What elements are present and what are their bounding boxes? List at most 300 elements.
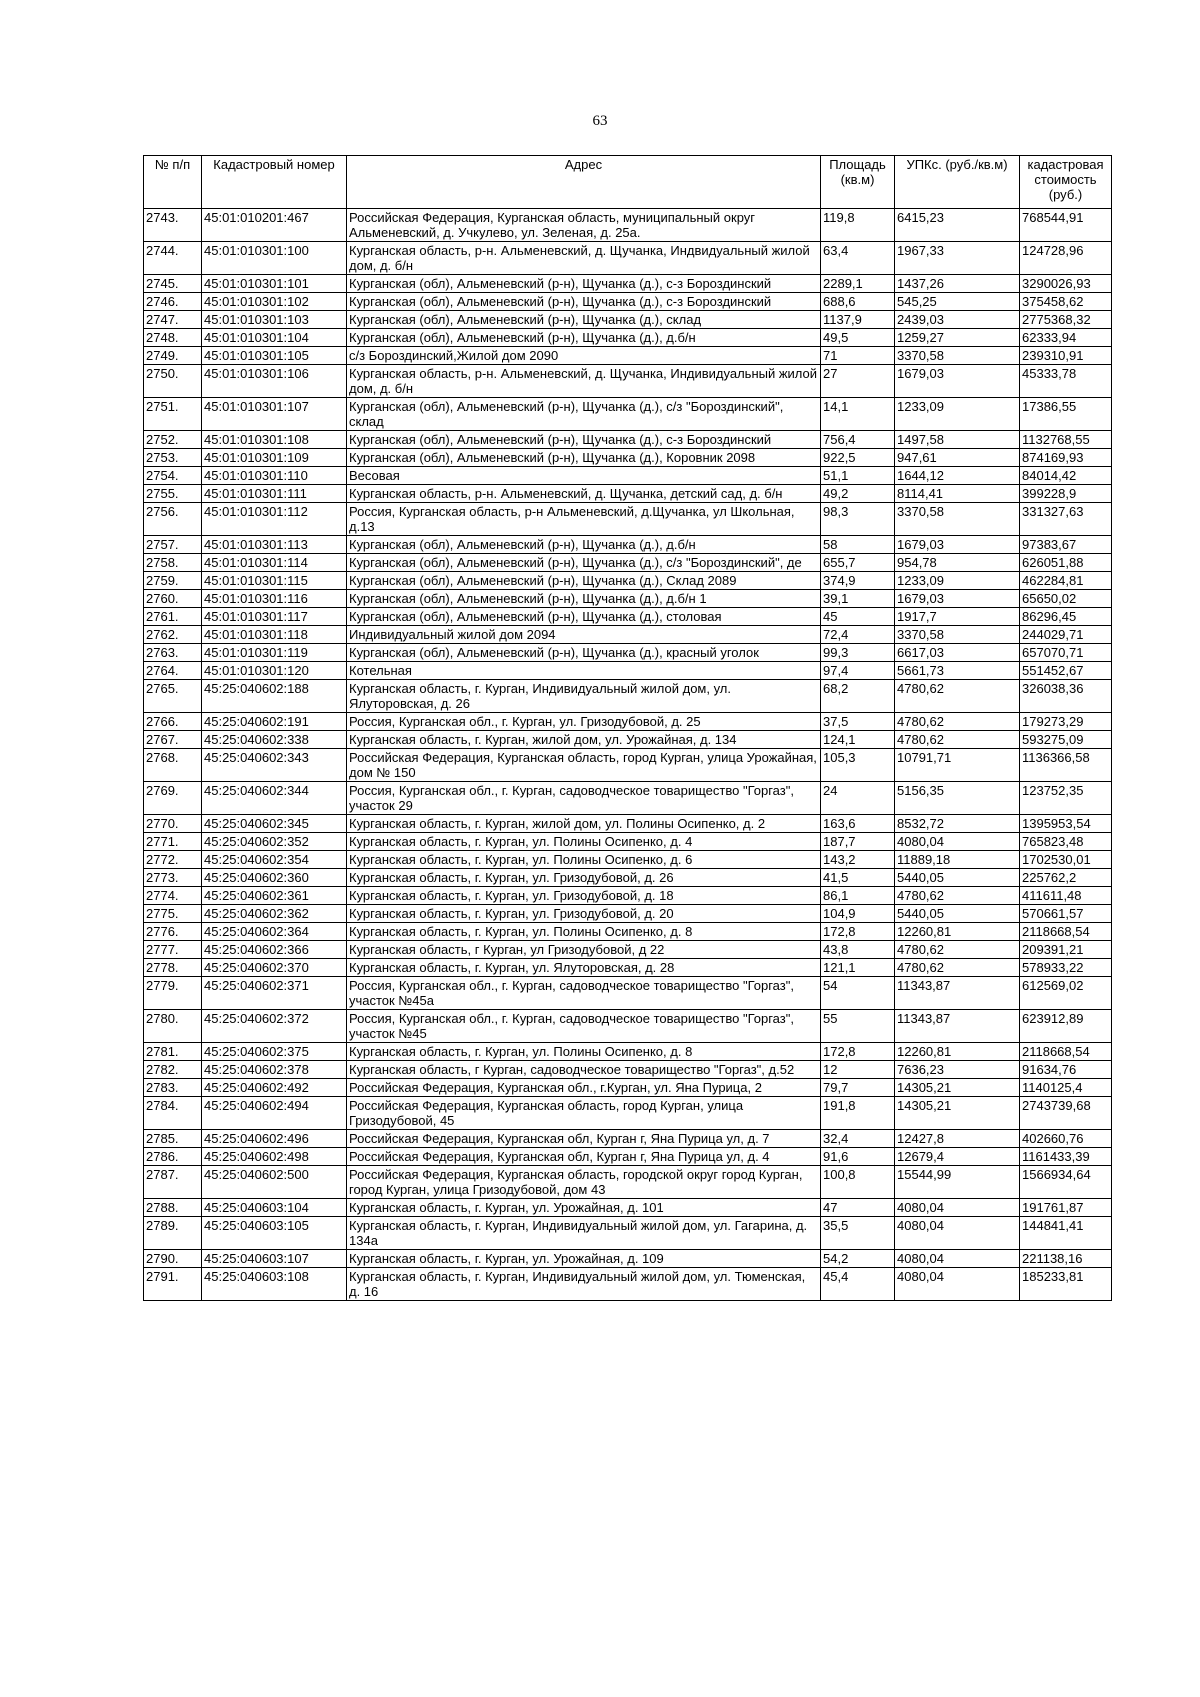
row-number: 2754.	[144, 467, 202, 485]
table-row	[144, 536, 1112, 554]
table-row	[144, 1079, 1112, 1097]
upks: 6617,03	[895, 644, 1020, 662]
cadastral-number: 45:25:040602:364	[202, 923, 347, 941]
address: Курганская область, г. Курган, Индивидуальный жилой дом, ул. Гагарина, д. 134а	[347, 1217, 821, 1250]
cadastral-number: 45:25:040602:498	[202, 1148, 347, 1166]
table-row	[144, 713, 1112, 731]
cadastral-number: 45:01:010301:115	[202, 572, 347, 590]
address: Россия, Курганская обл., г. Курган, садоводческое товарищество "Горгаз", участок 29	[347, 782, 821, 815]
row-number: 2769.	[144, 782, 202, 815]
table-row	[144, 959, 1112, 977]
area: 71	[821, 347, 895, 365]
area: 922,5	[821, 449, 895, 467]
upks: 8532,72	[895, 815, 1020, 833]
upks: 1259,27	[895, 329, 1020, 347]
area: 41,5	[821, 869, 895, 887]
address: Российская Федерация, Курганская обл., г.Курган, ул. Яна Пурица, 2	[347, 1079, 821, 1097]
upks: 5661,73	[895, 662, 1020, 680]
row-number: 2773.	[144, 869, 202, 887]
cadastral-cost: 244029,71	[1020, 626, 1112, 644]
table-row	[144, 242, 1112, 275]
cadastral-cost: 91634,76	[1020, 1061, 1112, 1079]
area: 187,7	[821, 833, 895, 851]
upks: 1679,03	[895, 365, 1020, 398]
area: 91,6	[821, 1148, 895, 1166]
upks: 1679,03	[895, 536, 1020, 554]
row-number: 2757.	[144, 536, 202, 554]
cadastral-number: 45:25:040603:107	[202, 1250, 347, 1268]
upks: 4780,62	[895, 887, 1020, 905]
address: Российская Федерация, Курганская область, городской округ город Курган, город Курган, улица Гризодубовой, дом 43	[347, 1166, 821, 1199]
cadastral-number: 45:01:010201:467	[202, 209, 347, 242]
row-number: 2753.	[144, 449, 202, 467]
area: 756,4	[821, 431, 895, 449]
row-number: 2785.	[144, 1130, 202, 1148]
area: 58	[821, 536, 895, 554]
table-row	[144, 467, 1112, 485]
area: 68,2	[821, 680, 895, 713]
cadastral-number: 45:01:010301:104	[202, 329, 347, 347]
upks: 14305,21	[895, 1079, 1020, 1097]
table-row	[144, 923, 1112, 941]
table-row	[144, 1130, 1112, 1148]
table-row	[144, 431, 1112, 449]
upks: 5440,05	[895, 905, 1020, 923]
table-header-row	[144, 156, 1112, 209]
row-number: 2772.	[144, 851, 202, 869]
upks: 1437,26	[895, 275, 1020, 293]
address: Курганская (обл), Альменевский (р-н), Щучанка (д.), склад	[347, 311, 821, 329]
cadastral-cost: 612569,02	[1020, 977, 1112, 1010]
upks: 10791,71	[895, 749, 1020, 782]
area: 45,4	[821, 1268, 895, 1301]
area: 100,8	[821, 1166, 895, 1199]
cadastral-cost: 578933,22	[1020, 959, 1112, 977]
cadastral-cost: 2118668,54	[1020, 923, 1112, 941]
area: 119,8	[821, 209, 895, 242]
cadastral-number: 45:01:010301:119	[202, 644, 347, 662]
area: 45	[821, 608, 895, 626]
cadastral-number: 45:25:040602:375	[202, 1043, 347, 1061]
table-row	[144, 782, 1112, 815]
area: 163,6	[821, 815, 895, 833]
table-row	[144, 329, 1112, 347]
table-row	[144, 590, 1112, 608]
cadastral-cost: 179273,29	[1020, 713, 1112, 731]
upks: 4080,04	[895, 1217, 1020, 1250]
cadastral-cost: 462284,81	[1020, 572, 1112, 590]
cadastral-cost: 209391,21	[1020, 941, 1112, 959]
cadastral-number: 45:01:010301:100	[202, 242, 347, 275]
area: 374,9	[821, 572, 895, 590]
area: 12	[821, 1061, 895, 1079]
upks: 11343,87	[895, 1010, 1020, 1043]
cadastral-cost: 17386,55	[1020, 398, 1112, 431]
table-row	[144, 1166, 1112, 1199]
table-row	[144, 485, 1112, 503]
table-row	[144, 833, 1112, 851]
cadastral-number: 45:01:010301:111	[202, 485, 347, 503]
cadastral-cost: 97383,67	[1020, 536, 1112, 554]
row-number: 2765.	[144, 680, 202, 713]
cadastral-number: 45:01:010301:108	[202, 431, 347, 449]
cadastral-number: 45:01:010301:114	[202, 554, 347, 572]
cadastral-number: 45:25:040602:378	[202, 1061, 347, 1079]
cadastral-number: 45:25:040602:496	[202, 1130, 347, 1148]
cadastral-number: 45:25:040602:343	[202, 749, 347, 782]
table-row	[144, 275, 1112, 293]
address: Курганская область, г. Курган, ул. Ялуторовская, д. 28	[347, 959, 821, 977]
cadastral-cost: 1566934,64	[1020, 1166, 1112, 1199]
area: 124,1	[821, 731, 895, 749]
upks: 1644,12	[895, 467, 1020, 485]
row-number: 2776.	[144, 923, 202, 941]
address: Курганская (обл), Альменевский (р-н), Щучанка (д.), красный уголок	[347, 644, 821, 662]
area: 121,1	[821, 959, 895, 977]
area: 49,2	[821, 485, 895, 503]
cadastral-cost: 221138,16	[1020, 1250, 1112, 1268]
area: 14,1	[821, 398, 895, 431]
address: Курганская область, р-н. Альменевский, д. Щучанка, Индивидуальный жилой дом, д. б/н	[347, 365, 821, 398]
address: Курганская (обл), Альменевский (р-н), Щучанка (д.), с-з Бороздинский	[347, 431, 821, 449]
cadastral-cost: 3290026,93	[1020, 275, 1112, 293]
row-number: 2746.	[144, 293, 202, 311]
row-number: 2779.	[144, 977, 202, 1010]
table-row	[144, 503, 1112, 536]
area: 43,8	[821, 941, 895, 959]
cadastral-cost: 86296,45	[1020, 608, 1112, 626]
row-number: 2762.	[144, 626, 202, 644]
cadastral-cost: 45333,78	[1020, 365, 1112, 398]
cadastral-cost: 65650,02	[1020, 590, 1112, 608]
cadastral-cost: 375458,62	[1020, 293, 1112, 311]
cadastral-cost: 593275,09	[1020, 731, 1112, 749]
cadastral-number: 45:01:010301:101	[202, 275, 347, 293]
row-number: 2788.	[144, 1199, 202, 1217]
cadastral-cost: 331327,63	[1020, 503, 1112, 536]
cadastral-number: 45:01:010301:112	[202, 503, 347, 536]
row-number: 2775.	[144, 905, 202, 923]
row-number: 2783.	[144, 1079, 202, 1097]
area: 143,2	[821, 851, 895, 869]
row-number: 2768.	[144, 749, 202, 782]
row-number: 2770.	[144, 815, 202, 833]
table-row	[144, 293, 1112, 311]
table-row	[144, 749, 1112, 782]
upks: 4780,62	[895, 959, 1020, 977]
address: Курганская область, р-н. Альменевский, д. Щучанка, детский сад, д. б/н	[347, 485, 821, 503]
header-address: Адрес	[347, 156, 821, 209]
area: 97,4	[821, 662, 895, 680]
address: Курганская область, г. Курган, ул. Полины Осипенко, д. 8	[347, 1043, 821, 1061]
address: Курганская область, г. Курган, ул. Полины Осипенко, д. 6	[347, 851, 821, 869]
cadastral-cost: 768544,91	[1020, 209, 1112, 242]
table-row	[144, 851, 1112, 869]
address: Курганская (обл), Альменевский (р-н), Щучанка (д.), д.б/н	[347, 536, 821, 554]
row-number: 2784.	[144, 1097, 202, 1130]
row-number: 2782.	[144, 1061, 202, 1079]
address: Курганская область, г. Курган, ул. Гризодубовой, д. 18	[347, 887, 821, 905]
area: 72,4	[821, 626, 895, 644]
cadastral-cost: 626051,88	[1020, 554, 1112, 572]
upks: 7636,23	[895, 1061, 1020, 1079]
upks: 5440,05	[895, 869, 1020, 887]
cadastral-number: 45:01:010301:106	[202, 365, 347, 398]
table-row	[144, 347, 1112, 365]
upks: 545,25	[895, 293, 1020, 311]
address: Курганская область, г. Курган, Индивидуальный жилой дом, ул. Тюменская, д. 16	[347, 1268, 821, 1301]
address: Курганская (обл), Альменевский (р-н), Щучанка (д.), с/з "Бороздинский", склад	[347, 398, 821, 431]
cadastral-cost: 1702530,01	[1020, 851, 1112, 869]
cadastral-number: 45:25:040602:371	[202, 977, 347, 1010]
cadastral-number: 45:25:040602:188	[202, 680, 347, 713]
upks: 1233,09	[895, 572, 1020, 590]
address: Российская Федерация, Курганская область, муниципальный округ Альменевский, д. Учкулево, ул. Зеленая, д. 25а.	[347, 209, 821, 242]
table-row	[144, 209, 1112, 242]
row-number: 2744.	[144, 242, 202, 275]
header-area: Площадь (кв.м)	[821, 156, 895, 209]
row-number: 2759.	[144, 572, 202, 590]
area: 172,8	[821, 1043, 895, 1061]
upks: 1497,58	[895, 431, 1020, 449]
table-row	[144, 977, 1112, 1010]
row-number: 2756.	[144, 503, 202, 536]
upks: 4080,04	[895, 1268, 1020, 1301]
upks: 4780,62	[895, 731, 1020, 749]
cadastral-cost: 84014,42	[1020, 467, 1112, 485]
upks: 1917,7	[895, 608, 1020, 626]
cadastral-number: 45:25:040602:494	[202, 1097, 347, 1130]
cadastral-number: 45:25:040602:360	[202, 869, 347, 887]
upks: 4780,62	[895, 680, 1020, 713]
address: Курганская (обл), Альменевский (р-н), Щучанка (д.), д.б/н 1	[347, 590, 821, 608]
header-cadastral-number: Кадастровый номер	[202, 156, 347, 209]
area: 39,1	[821, 590, 895, 608]
cadastral-cost: 62333,94	[1020, 329, 1112, 347]
cadastral-cost: 2775368,32	[1020, 311, 1112, 329]
row-number: 2771.	[144, 833, 202, 851]
upks: 12260,81	[895, 923, 1020, 941]
row-number: 2791.	[144, 1268, 202, 1301]
cadastral-number: 45:01:010301:113	[202, 536, 347, 554]
row-number: 2767.	[144, 731, 202, 749]
row-number: 2763.	[144, 644, 202, 662]
upks: 5156,35	[895, 782, 1020, 815]
address: Российская Федерация, Курганская область, город Курган, улица Гризодубовой, 45	[347, 1097, 821, 1130]
table-row	[144, 905, 1112, 923]
cadastral-number: 45:01:010301:109	[202, 449, 347, 467]
row-number: 2774.	[144, 887, 202, 905]
upks: 2439,03	[895, 311, 1020, 329]
row-number: 2777.	[144, 941, 202, 959]
area: 24	[821, 782, 895, 815]
upks: 6415,23	[895, 209, 1020, 242]
address: Российская Федерация, Курганская обл, Курган г, Яна Пурица ул, д. 7	[347, 1130, 821, 1148]
cadastral-number: 45:25:040602:354	[202, 851, 347, 869]
address: Курганская область, г. Курган, ул. Урожайная, д. 109	[347, 1250, 821, 1268]
row-number: 2749.	[144, 347, 202, 365]
address: Курганская (обл), Альменевский (р-н), Щучанка (д.), столовая	[347, 608, 821, 626]
upks: 4080,04	[895, 1250, 1020, 1268]
table-row	[144, 1010, 1112, 1043]
row-number: 2787.	[144, 1166, 202, 1199]
upks: 1967,33	[895, 242, 1020, 275]
row-number: 2758.	[144, 554, 202, 572]
row-number: 2743.	[144, 209, 202, 242]
address: Россия, Курганская обл., г. Курган, ул. Гризодубовой, д. 25	[347, 713, 821, 731]
area: 27	[821, 365, 895, 398]
cadastral-cost: 185233,81	[1020, 1268, 1112, 1301]
cadastral-number: 45:01:010301:116	[202, 590, 347, 608]
row-number: 2745.	[144, 275, 202, 293]
cadastral-number: 45:01:010301:120	[202, 662, 347, 680]
cadastral-cost: 551452,67	[1020, 662, 1112, 680]
row-number: 2786.	[144, 1148, 202, 1166]
cadastral-cost: 2118668,54	[1020, 1043, 1112, 1061]
table-row	[144, 608, 1112, 626]
row-number: 2780.	[144, 1010, 202, 1043]
table-row	[144, 449, 1112, 467]
cadastral-cost: 225762,2	[1020, 869, 1112, 887]
address: Курганская (обл), Альменевский (р-н), Щучанка (д.), Склад 2089	[347, 572, 821, 590]
cadastral-number: 45:01:010301:110	[202, 467, 347, 485]
area: 191,8	[821, 1097, 895, 1130]
table-row	[144, 1217, 1112, 1250]
area: 86,1	[821, 887, 895, 905]
cadastral-number: 45:25:040602:362	[202, 905, 347, 923]
address: Курганская область, г Курган, садоводческое товарищество "Горгаз", д.52	[347, 1061, 821, 1079]
area: 688,6	[821, 293, 895, 311]
area: 47	[821, 1199, 895, 1217]
row-number: 2781.	[144, 1043, 202, 1061]
upks: 1679,03	[895, 590, 1020, 608]
table-row	[144, 572, 1112, 590]
upks: 12260,81	[895, 1043, 1020, 1061]
address: Россия, Курганская обл., г. Курган, садоводческое товарищество "Горгаз", участок №45	[347, 1010, 821, 1043]
address: Курганская область, г. Курган, ул. Гризодубовой, д. 20	[347, 905, 821, 923]
row-number: 2761.	[144, 608, 202, 626]
cadastral-number: 45:01:010301:102	[202, 293, 347, 311]
cadastral-number: 45:25:040602:492	[202, 1079, 347, 1097]
upks: 4080,04	[895, 1199, 1020, 1217]
table-row	[144, 869, 1112, 887]
cadastral-number: 45:25:040602:344	[202, 782, 347, 815]
table-row	[144, 398, 1112, 431]
address: Курганская область, г. Курган, ул. Урожайная, д. 101	[347, 1199, 821, 1217]
area: 55	[821, 1010, 895, 1043]
row-number: 2778.	[144, 959, 202, 977]
address: Курганская (обл), Альменевский (р-н), Щучанка (д.), Коровник 2098	[347, 449, 821, 467]
cadastral-cost: 124728,96	[1020, 242, 1112, 275]
cadastral-cost: 239310,91	[1020, 347, 1112, 365]
address: Курганская (обл), Альменевский (р-н), Щучанка (д.), д.б/н	[347, 329, 821, 347]
area: 35,5	[821, 1217, 895, 1250]
upks: 8114,41	[895, 485, 1020, 503]
row-number: 2764.	[144, 662, 202, 680]
upks: 3370,58	[895, 626, 1020, 644]
table-row	[144, 815, 1112, 833]
upks: 947,61	[895, 449, 1020, 467]
cadastral-cost: 399228,9	[1020, 485, 1112, 503]
upks: 4780,62	[895, 941, 1020, 959]
upks: 11343,87	[895, 977, 1020, 1010]
upks: 14305,21	[895, 1097, 1020, 1130]
address: Курганская область, г. Курган, Индивидуальный жилой дом, ул. Ялуторовская, д. 26	[347, 680, 821, 713]
area: 104,9	[821, 905, 895, 923]
upks: 15544,99	[895, 1166, 1020, 1199]
address: Индивидуальный жилой дом 2094	[347, 626, 821, 644]
table-row	[144, 680, 1112, 713]
table-row	[144, 365, 1112, 398]
cadastral-cost: 144841,41	[1020, 1217, 1112, 1250]
cadastral-number: 45:25:040603:104	[202, 1199, 347, 1217]
area: 98,3	[821, 503, 895, 536]
address: Курганская область, г. Курган, ул. Полины Осипенко, д. 8	[347, 923, 821, 941]
upks: 3370,58	[895, 347, 1020, 365]
area: 54	[821, 977, 895, 1010]
upks: 1233,09	[895, 398, 1020, 431]
table-row	[144, 1250, 1112, 1268]
header-number: № п/п	[144, 156, 202, 209]
cadastral-cost: 657070,71	[1020, 644, 1112, 662]
row-number: 2752.	[144, 431, 202, 449]
cadastral-number: 45:01:010301:105	[202, 347, 347, 365]
address: Курганская область, г Курган, ул Гризодубовой, д 22	[347, 941, 821, 959]
area: 172,8	[821, 923, 895, 941]
cadastral-number: 45:25:040602:338	[202, 731, 347, 749]
area: 49,5	[821, 329, 895, 347]
address: Россия, Курганская область, р-н Альменевский, д.Щучанка, ул Школьная, д.13	[347, 503, 821, 536]
address: Курганская область, р-н. Альменевский, д. Щучанка, Индвидуальный жилой дом, д. б/н	[347, 242, 821, 275]
area: 37,5	[821, 713, 895, 731]
cadastral-cost: 1132768,55	[1020, 431, 1112, 449]
cadastral-cost: 1161433,39	[1020, 1148, 1112, 1166]
row-number: 2751.	[144, 398, 202, 431]
cadastral-number: 45:25:040602:352	[202, 833, 347, 851]
address: Курганская (обл), Альменевский (р-н), Щучанка (д.), с/з "Бороздинский", де	[347, 554, 821, 572]
upks: 954,78	[895, 554, 1020, 572]
cadastral-cost: 765823,48	[1020, 833, 1112, 851]
cadastral-number: 45:25:040602:500	[202, 1166, 347, 1199]
cadastral-number: 45:25:040602:191	[202, 713, 347, 731]
row-number: 2760.	[144, 590, 202, 608]
address: Курганская область, г. Курган, ул. Полины Осипенко, д. 4	[347, 833, 821, 851]
table-row	[144, 626, 1112, 644]
table-row	[144, 1148, 1112, 1166]
address: Курганская (обл), Альменевский (р-н), Щучанка (д.), с-з Бороздинский	[347, 275, 821, 293]
cadastral-cost: 623912,89	[1020, 1010, 1112, 1043]
cadastral-number: 45:01:010301:107	[202, 398, 347, 431]
cadastral-cost: 411611,48	[1020, 887, 1112, 905]
area: 1137,9	[821, 311, 895, 329]
upks: 11889,18	[895, 851, 1020, 869]
table-row	[144, 941, 1112, 959]
cadastral-number: 45:01:010301:118	[202, 626, 347, 644]
cadastral-cost: 1140125,4	[1020, 1079, 1112, 1097]
table-row	[144, 1043, 1112, 1061]
cadastral-number: 45:25:040602:361	[202, 887, 347, 905]
table-row	[144, 887, 1112, 905]
area: 32,4	[821, 1130, 895, 1148]
cadastral-number: 45:25:040602:370	[202, 959, 347, 977]
area: 655,7	[821, 554, 895, 572]
table-row	[144, 644, 1112, 662]
table-row	[144, 662, 1112, 680]
cadastral-number: 45:25:040603:108	[202, 1268, 347, 1301]
upks: 12679,4	[895, 1148, 1020, 1166]
page-number: 63	[592, 113, 608, 129]
address: Курганская (обл), Альменевский (р-н), Щучанка (д.), с-з Бороздинский	[347, 293, 821, 311]
